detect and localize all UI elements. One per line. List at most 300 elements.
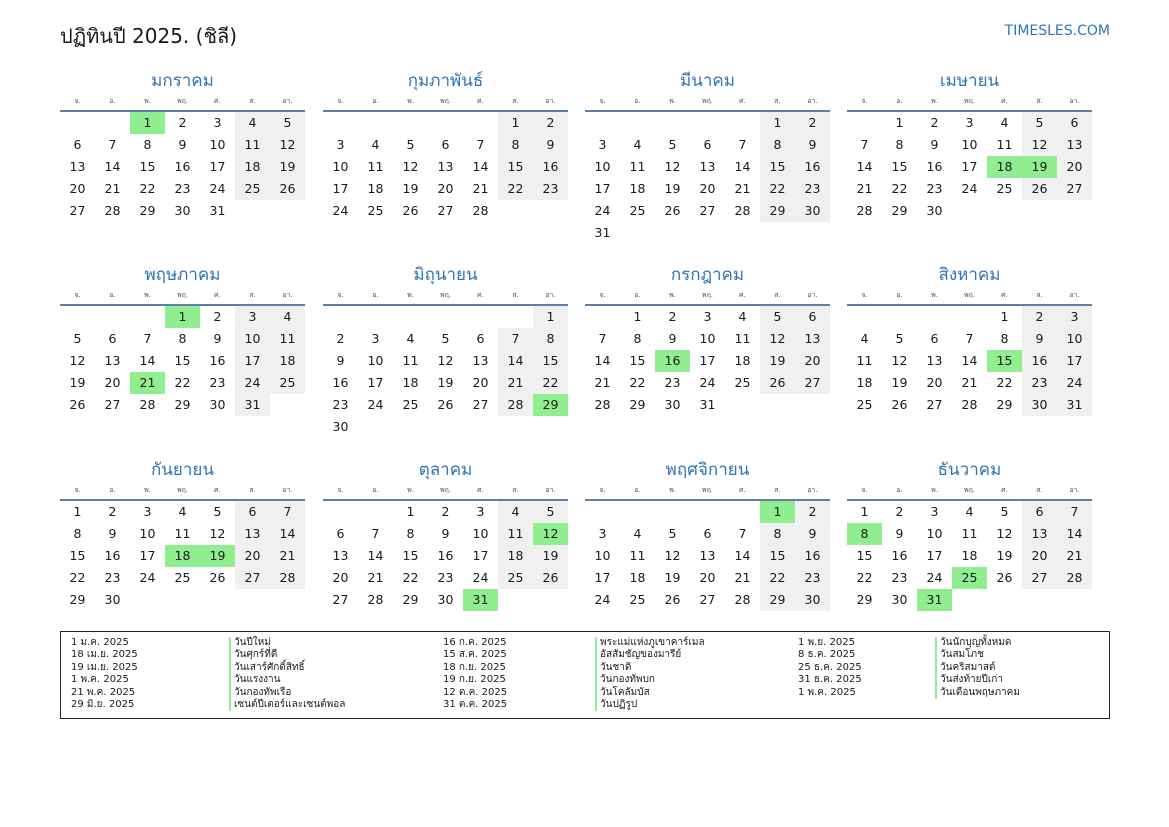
day-cell[interactable]: 21 (472, 181, 489, 196)
holiday-day-cell[interactable]: 31 (463, 589, 498, 611)
day-cell[interactable]: 22 (139, 181, 156, 196)
day-cell[interactable]: 22 (629, 375, 646, 390)
day-cell[interactable]: 6 (108, 331, 117, 346)
day-cell[interactable]: 22 (760, 567, 795, 589)
day-cell[interactable]: 6 (930, 331, 939, 346)
day-cell[interactable]: 31 (1057, 394, 1092, 416)
day-cell[interactable]: 14 (961, 353, 978, 368)
day-cell[interactable]: 25 (367, 203, 384, 218)
day-cell[interactable]: 23 (795, 178, 830, 200)
day-cell[interactable]: 30 (664, 397, 681, 412)
day-cell[interactable]: 27 (235, 567, 270, 589)
day-cell[interactable]: 30 (104, 592, 121, 607)
day-cell[interactable]: 2 (1022, 306, 1057, 328)
day-cell[interactable]: 24 (209, 181, 226, 196)
day-cell[interactable]: 4 (235, 112, 270, 134)
day-cell[interactable]: 14 (734, 548, 751, 563)
day-cell[interactable]: 10 (926, 526, 943, 541)
day-cell[interactable]: 18 (629, 181, 646, 196)
day-cell[interactable]: 13 (69, 159, 86, 174)
day-cell[interactable]: 24 (367, 397, 384, 412)
day-cell[interactable]: 22 (891, 181, 908, 196)
day-cell[interactable]: 23 (437, 570, 454, 585)
day-cell[interactable]: 10 (472, 526, 489, 541)
day-cell[interactable]: 18 (856, 375, 873, 390)
day-cell[interactable]: 4 (406, 331, 415, 346)
day-cell[interactable]: 5 (1000, 504, 1009, 519)
day-cell[interactable]: 20 (69, 181, 86, 196)
day-cell[interactable]: 5 (441, 331, 450, 346)
day-cell[interactable]: 12 (1022, 134, 1057, 156)
day-cell[interactable]: 17 (961, 159, 978, 174)
day-cell[interactable]: 7 (738, 526, 747, 541)
day-cell[interactable]: 20 (699, 570, 716, 585)
day-cell[interactable]: 5 (270, 112, 305, 134)
day-cell[interactable]: 25 (498, 567, 533, 589)
day-cell[interactable]: 27 (69, 203, 86, 218)
day-cell[interactable]: 20 (1022, 545, 1057, 567)
day-cell[interactable]: 1 (895, 115, 904, 130)
day-cell[interactable]: 1 (633, 309, 642, 324)
day-cell[interactable]: 18 (961, 548, 978, 563)
day-cell[interactable]: 22 (856, 570, 873, 585)
day-cell[interactable]: 28 (1057, 567, 1092, 589)
day-cell[interactable]: 13 (699, 548, 716, 563)
day-cell[interactable]: 7 (476, 137, 485, 152)
day-cell[interactable]: 22 (760, 178, 795, 200)
day-cell[interactable]: 20 (926, 375, 943, 390)
day-cell[interactable]: 3 (965, 115, 974, 130)
day-cell[interactable]: 10 (594, 548, 611, 563)
day-cell[interactable]: 12 (209, 526, 226, 541)
day-cell[interactable]: 28 (961, 397, 978, 412)
day-cell[interactable]: 9 (178, 137, 187, 152)
day-cell[interactable]: 22 (69, 570, 86, 585)
day-cell[interactable]: 5 (668, 137, 677, 152)
day-cell[interactable]: 28 (270, 567, 305, 589)
day-cell[interactable]: 5 (1022, 112, 1057, 134)
day-cell[interactable]: 4 (860, 331, 869, 346)
day-cell[interactable]: 6 (703, 137, 712, 152)
holiday-day-cell[interactable]: 19 (1022, 156, 1057, 178)
day-cell[interactable]: 24 (594, 592, 611, 607)
day-cell[interactable]: 4 (738, 309, 747, 324)
day-cell[interactable]: 28 (104, 203, 121, 218)
day-cell[interactable]: 22 (402, 570, 419, 585)
day-cell[interactable]: 8 (533, 328, 568, 350)
day-cell[interactable]: 25 (629, 203, 646, 218)
day-cell[interactable]: 29 (996, 397, 1013, 412)
day-cell[interactable]: 17 (1057, 350, 1092, 372)
day-cell[interactable]: 14 (734, 159, 751, 174)
day-cell[interactable]: 19 (996, 548, 1013, 563)
day-cell[interactable]: 17 (926, 548, 943, 563)
day-cell[interactable]: 21 (734, 570, 751, 585)
day-cell[interactable]: 4 (270, 306, 305, 328)
day-cell[interactable]: 16 (332, 375, 349, 390)
day-cell[interactable]: 19 (270, 156, 305, 178)
day-cell[interactable]: 8 (633, 331, 642, 346)
day-cell[interactable]: 30 (891, 592, 908, 607)
day-cell[interactable]: 26 (664, 592, 681, 607)
day-cell[interactable]: 19 (402, 181, 419, 196)
day-cell[interactable]: 24 (1057, 372, 1092, 394)
day-cell[interactable]: 21 (961, 375, 978, 390)
day-cell[interactable]: 29 (760, 200, 795, 222)
day-cell[interactable]: 24 (139, 570, 156, 585)
day-cell[interactable]: 1 (498, 112, 533, 134)
day-cell[interactable]: 30 (795, 589, 830, 611)
day-cell[interactable]: 1 (760, 112, 795, 134)
day-cell[interactable]: 8 (178, 331, 187, 346)
day-cell[interactable]: 31 (594, 225, 611, 240)
day-cell[interactable]: 7 (498, 328, 533, 350)
day-cell[interactable]: 26 (1022, 178, 1057, 200)
day-cell[interactable]: 8 (760, 523, 795, 545)
day-cell[interactable]: 29 (856, 592, 873, 607)
day-cell[interactable]: 1 (1000, 309, 1009, 324)
day-cell[interactable]: 17 (235, 350, 270, 372)
day-cell[interactable]: 21 (498, 372, 533, 394)
day-cell[interactable]: 23 (209, 375, 226, 390)
day-cell[interactable]: 9 (930, 137, 939, 152)
day-cell[interactable]: 27 (795, 372, 830, 394)
day-cell[interactable]: 6 (1022, 501, 1057, 523)
day-cell[interactable]: 12 (270, 134, 305, 156)
day-cell[interactable]: 19 (891, 375, 908, 390)
day-cell[interactable]: 4 (1000, 115, 1009, 130)
day-cell[interactable]: 27 (699, 203, 716, 218)
holiday-day-cell[interactable]: 1 (130, 112, 165, 134)
day-cell[interactable]: 22 (174, 375, 191, 390)
day-cell[interactable]: 23 (174, 181, 191, 196)
day-cell[interactable]: 18 (402, 375, 419, 390)
day-cell[interactable]: 24 (235, 372, 270, 394)
day-cell[interactable]: 2 (795, 501, 830, 523)
day-cell[interactable]: 15 (402, 548, 419, 563)
day-cell[interactable]: 16 (795, 156, 830, 178)
day-cell[interactable]: 15 (69, 548, 86, 563)
day-cell[interactable]: 8 (760, 134, 795, 156)
day-cell[interactable]: 14 (104, 159, 121, 174)
day-cell[interactable]: 7 (371, 526, 380, 541)
day-cell[interactable]: 15 (174, 353, 191, 368)
day-cell[interactable]: 16 (1022, 350, 1057, 372)
day-cell[interactable]: 21 (856, 181, 873, 196)
day-cell[interactable]: 27 (104, 397, 121, 412)
day-cell[interactable]: 12 (437, 353, 454, 368)
day-cell[interactable]: 17 (332, 181, 349, 196)
day-cell[interactable]: 26 (533, 567, 568, 589)
day-cell[interactable]: 11 (498, 523, 533, 545)
day-cell[interactable]: 14 (1057, 523, 1092, 545)
day-cell[interactable]: 3 (703, 309, 712, 324)
day-cell[interactable]: 27 (332, 592, 349, 607)
day-cell[interactable]: 16 (533, 156, 568, 178)
day-cell[interactable]: 10 (594, 159, 611, 174)
day-cell[interactable]: 13 (332, 548, 349, 563)
day-cell[interactable]: 30 (795, 200, 830, 222)
day-cell[interactable]: 5 (73, 331, 82, 346)
day-cell[interactable]: 23 (795, 567, 830, 589)
day-cell[interactable]: 7 (143, 331, 152, 346)
day-cell[interactable]: 6 (336, 526, 345, 541)
day-cell[interactable]: 13 (104, 353, 121, 368)
holiday-day-cell[interactable]: 21 (130, 372, 165, 394)
day-cell[interactable]: 8 (406, 526, 415, 541)
day-cell[interactable]: 9 (213, 331, 222, 346)
day-cell[interactable]: 10 (209, 137, 226, 152)
day-cell[interactable]: 11 (270, 328, 305, 350)
day-cell[interactable]: 28 (734, 592, 751, 607)
day-cell[interactable]: 24 (961, 181, 978, 196)
day-cell[interactable]: 17 (594, 181, 611, 196)
day-cell[interactable]: 9 (441, 526, 450, 541)
day-cell[interactable]: 21 (734, 181, 751, 196)
day-cell[interactable]: 12 (664, 548, 681, 563)
day-cell[interactable]: 13 (235, 523, 270, 545)
day-cell[interactable]: 17 (367, 375, 384, 390)
day-cell[interactable]: 9 (668, 331, 677, 346)
day-cell[interactable]: 15 (533, 350, 568, 372)
day-cell[interactable]: 3 (930, 504, 939, 519)
day-cell[interactable]: 20 (795, 350, 830, 372)
day-cell[interactable]: 25 (856, 397, 873, 412)
day-cell[interactable]: 20 (104, 375, 121, 390)
day-cell[interactable]: 30 (174, 203, 191, 218)
day-cell[interactable]: 2 (441, 504, 450, 519)
day-cell[interactable]: 15 (760, 545, 795, 567)
day-cell[interactable]: 17 (594, 570, 611, 585)
day-cell[interactable]: 28 (734, 203, 751, 218)
day-cell[interactable]: 23 (104, 570, 121, 585)
day-cell[interactable]: 23 (1022, 372, 1057, 394)
day-cell[interactable]: 31 (209, 203, 226, 218)
day-cell[interactable]: 7 (860, 137, 869, 152)
day-cell[interactable]: 29 (891, 203, 908, 218)
day-cell[interactable]: 29 (402, 592, 419, 607)
day-cell[interactable]: 26 (664, 203, 681, 218)
day-cell[interactable]: 24 (594, 203, 611, 218)
day-cell[interactable]: 8 (73, 526, 82, 541)
day-cell[interactable]: 12 (69, 353, 86, 368)
day-cell[interactable]: 27 (472, 397, 489, 412)
day-cell[interactable]: 3 (235, 306, 270, 328)
day-cell[interactable]: 13 (699, 159, 716, 174)
day-cell[interactable]: 6 (703, 526, 712, 541)
day-cell[interactable]: 13 (1022, 523, 1057, 545)
day-cell[interactable]: 23 (332, 397, 349, 412)
day-cell[interactable]: 15 (498, 156, 533, 178)
day-cell[interactable]: 7 (1057, 501, 1092, 523)
day-cell[interactable]: 11 (996, 137, 1013, 152)
day-cell[interactable]: 9 (533, 134, 568, 156)
day-cell[interactable]: 28 (367, 592, 384, 607)
day-cell[interactable]: 3 (1057, 306, 1092, 328)
day-cell[interactable]: 28 (472, 203, 489, 218)
day-cell[interactable]: 22 (533, 372, 568, 394)
day-cell[interactable]: 20 (1057, 156, 1092, 178)
day-cell[interactable]: 25 (996, 181, 1013, 196)
day-cell[interactable]: 3 (336, 137, 345, 152)
day-cell[interactable]: 14 (270, 523, 305, 545)
holiday-day-cell[interactable]: 12 (533, 523, 568, 545)
day-cell[interactable]: 3 (598, 526, 607, 541)
holiday-day-cell[interactable]: 15 (987, 350, 1022, 372)
day-cell[interactable]: 2 (213, 309, 222, 324)
day-cell[interactable]: 13 (472, 353, 489, 368)
day-cell[interactable]: 23 (664, 375, 681, 390)
day-cell[interactable]: 19 (69, 375, 86, 390)
day-cell[interactable]: 6 (235, 501, 270, 523)
day-cell[interactable]: 14 (594, 353, 611, 368)
day-cell[interactable]: 29 (760, 589, 795, 611)
day-cell[interactable]: 21 (594, 375, 611, 390)
day-cell[interactable]: 2 (895, 504, 904, 519)
holiday-day-cell[interactable]: 19 (200, 545, 235, 567)
day-cell[interactable]: 4 (633, 526, 642, 541)
day-cell[interactable]: 3 (598, 137, 607, 152)
day-cell[interactable]: 2 (668, 309, 677, 324)
day-cell[interactable]: 19 (664, 181, 681, 196)
day-cell[interactable]: 25 (402, 397, 419, 412)
day-cell[interactable]: 7 (598, 331, 607, 346)
day-cell[interactable]: 13 (795, 328, 830, 350)
day-cell[interactable]: 26 (996, 570, 1013, 585)
day-cell[interactable]: 5 (406, 137, 415, 152)
day-cell[interactable]: 6 (1057, 112, 1092, 134)
day-cell[interactable]: 1 (406, 504, 415, 519)
day-cell[interactable]: 21 (104, 181, 121, 196)
day-cell[interactable]: 8 (143, 137, 152, 152)
day-cell[interactable]: 20 (332, 570, 349, 585)
day-cell[interactable]: 11 (367, 159, 384, 174)
day-cell[interactable]: 4 (965, 504, 974, 519)
day-cell[interactable]: 12 (760, 328, 795, 350)
day-cell[interactable]: 1 (533, 306, 568, 328)
day-cell[interactable]: 7 (738, 137, 747, 152)
day-cell[interactable]: 27 (699, 592, 716, 607)
day-cell[interactable]: 25 (235, 178, 270, 200)
day-cell[interactable]: 24 (472, 570, 489, 585)
day-cell[interactable]: 25 (629, 592, 646, 607)
day-cell[interactable]: 11 (402, 353, 419, 368)
day-cell[interactable]: 17 (699, 353, 716, 368)
day-cell[interactable]: 11 (235, 134, 270, 156)
day-cell[interactable]: 14 (856, 159, 873, 174)
day-cell[interactable]: 10 (332, 159, 349, 174)
day-cell[interactable]: 25 (734, 375, 751, 390)
day-cell[interactable]: 15 (139, 159, 156, 174)
day-cell[interactable]: 18 (734, 353, 751, 368)
day-cell[interactable]: 9 (895, 526, 904, 541)
day-cell[interactable]: 8 (1000, 331, 1009, 346)
holiday-day-cell[interactable]: 25 (952, 567, 987, 589)
holiday-day-cell[interactable]: 1 (760, 501, 795, 523)
day-cell[interactable]: 27 (1022, 567, 1057, 589)
holiday-day-cell[interactable]: 29 (533, 394, 568, 416)
day-cell[interactable]: 26 (209, 570, 226, 585)
day-cell[interactable]: 4 (498, 501, 533, 523)
day-cell[interactable]: 29 (629, 397, 646, 412)
day-cell[interactable]: 30 (926, 203, 943, 218)
day-cell[interactable]: 12 (891, 353, 908, 368)
holiday-day-cell[interactable]: 16 (655, 350, 690, 372)
day-cell[interactable]: 12 (664, 159, 681, 174)
day-cell[interactable]: 10 (139, 526, 156, 541)
day-cell[interactable]: 18 (629, 570, 646, 585)
day-cell[interactable]: 13 (926, 353, 943, 368)
day-cell[interactable]: 23 (533, 178, 568, 200)
day-cell[interactable]: 2 (795, 112, 830, 134)
day-cell[interactable]: 27 (1057, 178, 1092, 200)
day-cell[interactable]: 14 (472, 159, 489, 174)
day-cell[interactable]: 6 (73, 137, 82, 152)
day-cell[interactable]: 6 (795, 306, 830, 328)
day-cell[interactable]: 30 (209, 397, 226, 412)
day-cell[interactable]: 18 (367, 181, 384, 196)
day-cell[interactable]: 19 (533, 545, 568, 567)
day-cell[interactable]: 20 (699, 181, 716, 196)
day-cell[interactable]: 7 (965, 331, 974, 346)
day-cell[interactable]: 5 (760, 306, 795, 328)
day-cell[interactable]: 26 (270, 178, 305, 200)
day-cell[interactable]: 21 (1057, 545, 1092, 567)
day-cell[interactable]: 10 (235, 328, 270, 350)
day-cell[interactable]: 15 (629, 353, 646, 368)
day-cell[interactable]: 24 (926, 570, 943, 585)
day-cell[interactable]: 23 (926, 181, 943, 196)
day-cell[interactable]: 16 (891, 548, 908, 563)
day-cell[interactable]: 18 (270, 350, 305, 372)
brand-link[interactable]: TIMESLES.COM (1004, 23, 1110, 39)
day-cell[interactable]: 13 (1057, 134, 1092, 156)
day-cell[interactable]: 5 (668, 526, 677, 541)
day-cell[interactable]: 2 (178, 115, 187, 130)
day-cell[interactable]: 16 (174, 159, 191, 174)
day-cell[interactable]: 22 (996, 375, 1013, 390)
day-cell[interactable]: 14 (139, 353, 156, 368)
day-cell[interactable]: 19 (760, 350, 795, 372)
day-cell[interactable]: 31 (699, 397, 716, 412)
day-cell[interactable]: 8 (895, 137, 904, 152)
day-cell[interactable]: 4 (371, 137, 380, 152)
day-cell[interactable]: 25 (174, 570, 191, 585)
day-cell[interactable]: 1 (73, 504, 82, 519)
day-cell[interactable]: 27 (926, 397, 943, 412)
day-cell[interactable]: 10 (1057, 328, 1092, 350)
day-cell[interactable]: 9 (1022, 328, 1057, 350)
day-cell[interactable]: 17 (209, 159, 226, 174)
day-cell[interactable]: 26 (760, 372, 795, 394)
day-cell[interactable]: 26 (69, 397, 86, 412)
day-cell[interactable]: 30 (1022, 394, 1057, 416)
day-cell[interactable]: 17 (139, 548, 156, 563)
day-cell[interactable]: 9 (795, 134, 830, 156)
day-cell[interactable]: 9 (336, 353, 345, 368)
day-cell[interactable]: 12 (402, 159, 419, 174)
day-cell[interactable]: 27 (437, 203, 454, 218)
day-cell[interactable]: 30 (332, 419, 349, 434)
day-cell[interactable]: 3 (476, 504, 485, 519)
day-cell[interactable]: 7 (270, 501, 305, 523)
day-cell[interactable]: 23 (891, 570, 908, 585)
day-cell[interactable]: 18 (498, 545, 533, 567)
day-cell[interactable]: 20 (235, 545, 270, 567)
day-cell[interactable]: 17 (472, 548, 489, 563)
day-cell[interactable]: 10 (699, 331, 716, 346)
holiday-day-cell[interactable]: 8 (847, 523, 882, 545)
